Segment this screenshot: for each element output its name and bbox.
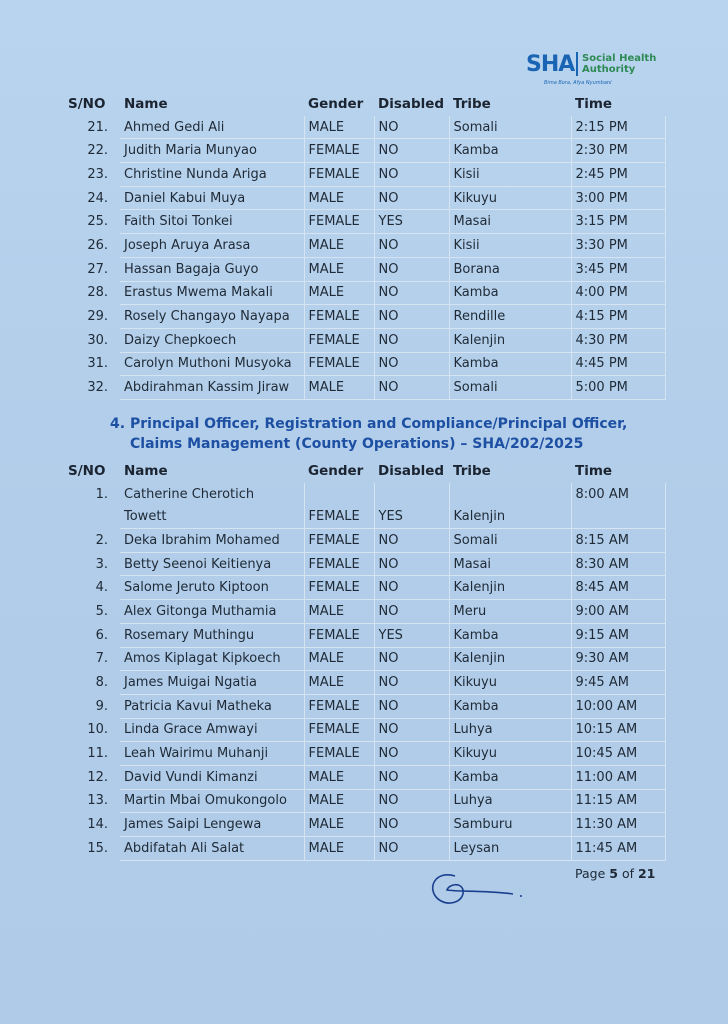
cell-disabled: NO [374, 529, 449, 553]
cell-disabled: YES [374, 505, 449, 528]
cell-time: 11:30 AM [571, 813, 665, 837]
cell-gender: FEMALE [304, 163, 374, 187]
cell-tribe: Samburu [449, 813, 571, 837]
cell-time: 3:30 PM [571, 234, 665, 258]
cell-name: James Saipi Lengewa [120, 813, 304, 837]
table-row [60, 718, 665, 742]
cell-tribe: Kikuyu [449, 186, 571, 210]
cell-time: 4:30 PM [571, 328, 665, 352]
cell-gender: MALE [304, 647, 374, 671]
cell-gender: FEMALE [304, 352, 374, 376]
cell-disabled: NO [374, 718, 449, 742]
cell-tribe: Kamba [449, 281, 571, 305]
cell-time: 3:45 PM [571, 257, 665, 281]
cell-tribe: Kamba [449, 352, 571, 376]
cell-time: 3:15 PM [571, 210, 665, 234]
cell-time: 2:15 PM [571, 116, 665, 139]
section-title: Principal Officer, Registration and Compliance/Principal Officer, Claims Management (County Operations) – SHA/202/2025 [130, 416, 628, 452]
table-row [60, 281, 665, 305]
cell-sno: 12. [87, 769, 108, 785]
cell-gender: FEMALE [304, 576, 374, 600]
cell-disabled: NO [374, 376, 449, 400]
cell-sno [60, 505, 120, 528]
cell-tribe: Kalenjin [449, 505, 571, 528]
table-row [60, 765, 665, 789]
cell-gender: MALE [304, 376, 374, 400]
table-row [60, 186, 665, 210]
logo-text-line2: Authority [582, 64, 636, 75]
cell-gender: FEMALE [304, 623, 374, 647]
cell-time: 10:15 AM [571, 718, 665, 742]
cell-disabled: NO [374, 186, 449, 210]
cell-name: Joseph Aruya Arasa [120, 234, 304, 258]
cell-disabled: NO [374, 600, 449, 624]
cell-disabled: NO [374, 257, 449, 281]
page-prefix: Page [575, 866, 606, 881]
cell-gender: MALE [304, 116, 374, 139]
cell-time: 2:45 PM [571, 163, 665, 187]
col-tribe-header: Tribe [453, 463, 491, 480]
cell-disabled: YES [374, 623, 449, 647]
cell-tribe: Somali [449, 376, 571, 400]
col-name-header: Name [124, 96, 168, 113]
cell-disabled: NO [374, 234, 449, 258]
cell-time: 9:15 AM [571, 623, 665, 647]
cell-gender: FEMALE [304, 139, 374, 163]
cell-sno: 27. [87, 261, 108, 277]
cell-time: 2:30 PM [571, 139, 665, 163]
cell-name: Hassan Bagaja Guyo [120, 257, 304, 281]
cell-tribe: Luhya [449, 718, 571, 742]
table-row [60, 305, 665, 329]
table-2-body-rest [60, 529, 665, 861]
cell-tribe: Kamba [449, 623, 571, 647]
table-1-body [60, 116, 665, 400]
cell-sno: 30. [87, 332, 108, 348]
cell-gender: MALE [304, 234, 374, 258]
cell-sno: 32. [87, 380, 108, 396]
cell-sno: 9. [95, 698, 108, 714]
cell-gender: MALE [304, 257, 374, 281]
table-row [60, 789, 665, 813]
col-gender-header: Gender [308, 96, 364, 113]
table-row [60, 647, 665, 671]
cell-sno: 10. [87, 722, 108, 738]
cell-time: 11:00 AM [571, 765, 665, 789]
cell-gender: FEMALE [304, 210, 374, 234]
cell-disabled: NO [374, 789, 449, 813]
cell-disabled: NO [374, 837, 449, 861]
cell-tribe: Leysan [449, 837, 571, 861]
cell-name: Daizy Chepkoech [120, 328, 304, 352]
cell-sno: 15. [87, 840, 108, 856]
cell-sno: 31. [87, 356, 108, 372]
col-gender-header: Gender [308, 463, 364, 480]
cell-time: 11:15 AM [571, 789, 665, 813]
cell-tribe: Somali [449, 529, 571, 553]
cell-sno: 28. [87, 285, 108, 301]
cell-disabled: NO [374, 163, 449, 187]
cell-sno: 14. [87, 817, 108, 833]
cell-gender: FEMALE [304, 529, 374, 553]
cell-disabled: NO [374, 576, 449, 600]
table-row [60, 694, 665, 718]
cell-time: 11:45 AM [571, 837, 665, 861]
logo-text-line1: Social Health [582, 53, 657, 64]
cell-sno: 25. [87, 214, 108, 230]
cell-gender: FEMALE [304, 328, 374, 352]
cell-disabled: NO [374, 281, 449, 305]
cell-time: 10:45 AM [571, 742, 665, 766]
cell-name: Abdirahman Kassim Jiraw [120, 376, 304, 400]
candidate-table-2 [60, 460, 666, 861]
cell-gender: MALE [304, 281, 374, 305]
table-row [60, 623, 665, 647]
cell-sno: 1. [95, 486, 108, 502]
col-disabled-header: Disabled [378, 96, 445, 113]
cell-gender: MALE [304, 671, 374, 695]
cell-name: Deka Ibrahim Mohamed [120, 529, 304, 553]
logo-divider [576, 52, 578, 76]
cell-tribe [449, 483, 571, 506]
cell-sno: 21. [87, 119, 108, 135]
cell-tribe: Masai [449, 552, 571, 576]
cell-tribe: Kikuyu [449, 742, 571, 766]
cell-name: Betty Seenoi Keitienya [120, 552, 304, 576]
cell-time: 8:45 AM [571, 576, 665, 600]
cell-disabled: NO [374, 765, 449, 789]
table-row [60, 139, 665, 163]
cell-disabled: NO [374, 813, 449, 837]
cell-disabled [374, 483, 449, 506]
col-time-header: Time [575, 463, 613, 480]
cell-tribe: Luhya [449, 789, 571, 813]
cell-sno: 13. [87, 793, 108, 809]
cell-tribe: Kamba [449, 694, 571, 718]
table-row [60, 163, 665, 187]
cell-time [571, 505, 665, 528]
cell-disabled: NO [374, 742, 449, 766]
table-row [60, 234, 665, 258]
cell-sno: 6. [95, 627, 108, 643]
table-row [60, 328, 665, 352]
cell-tribe: Somali [449, 116, 571, 139]
cell-gender: MALE [304, 837, 374, 861]
cell-sno: 29. [87, 309, 108, 325]
page-total: 21 [637, 866, 656, 881]
cell-time: 10:00 AM [571, 694, 665, 718]
cell-name: Ahmed Gedi Ali [120, 116, 304, 139]
cell-time: 8:30 AM [571, 552, 665, 576]
cell-sno: 7. [95, 651, 108, 667]
cell-gender: MALE [304, 765, 374, 789]
cell-time: 3:00 PM [571, 186, 665, 210]
cell-time: 9:00 AM [571, 600, 665, 624]
cell-disabled: NO [374, 139, 449, 163]
cell-disabled: NO [374, 328, 449, 352]
col-tribe-header: Tribe [453, 96, 491, 113]
cell-time: 4:00 PM [571, 281, 665, 305]
cell-name: Judith Maria Munyao [120, 139, 304, 163]
cell-sno: 26. [87, 237, 108, 253]
cell-tribe: Borana [449, 257, 571, 281]
cell-name: David Vundi Kimanzi [120, 765, 304, 789]
cell-name: Catherine Cherotich [120, 483, 304, 506]
table-row [60, 552, 665, 576]
cell-tribe: Kisii [449, 234, 571, 258]
cell-gender: FEMALE [304, 552, 374, 576]
cell-time: 4:15 PM [571, 305, 665, 329]
cell-time: 4:45 PM [571, 352, 665, 376]
cell-sno: 22. [87, 143, 108, 159]
cell-name: Martin Mbai Omukongolo [120, 789, 304, 813]
cell-sno: 3. [95, 556, 108, 572]
cell-sno: 4. [95, 580, 108, 596]
cell-disabled: NO [374, 694, 449, 718]
cell-name: Faith Sitoi Tonkei [120, 210, 304, 234]
cell-name: Alex Gitonga Muthamia [120, 600, 304, 624]
cell-name: Christine Nunda Ariga [120, 163, 304, 187]
table-row-continued [60, 505, 665, 528]
cell-gender: FEMALE [304, 694, 374, 718]
cell-time: 9:30 AM [571, 647, 665, 671]
table-header-row [60, 93, 665, 116]
table-2-body [60, 483, 665, 529]
cell-gender: FEMALE [304, 742, 374, 766]
signature-mark [425, 862, 525, 912]
cell-name: Leah Wairimu Muhanji [120, 742, 304, 766]
cell-disabled: YES [374, 210, 449, 234]
cell-tribe: Rendille [449, 305, 571, 329]
cell-sno: 8. [95, 675, 108, 691]
cell-tribe: Masai [449, 210, 571, 234]
cell-time: 9:45 AM [571, 671, 665, 695]
cell-tribe: Kalenjin [449, 576, 571, 600]
cell-gender: FEMALE [304, 718, 374, 742]
cell-tribe: Kalenjin [449, 647, 571, 671]
cell-gender: MALE [304, 186, 374, 210]
cell-name: Daniel Kabui Muya [120, 186, 304, 210]
table-row [60, 257, 665, 281]
cell-name: Patricia Kavui Matheka [120, 694, 304, 718]
table-row [60, 483, 665, 506]
col-disabled-header: Disabled [378, 463, 445, 480]
cell-gender: MALE [304, 600, 374, 624]
cell-sno: 11. [87, 746, 108, 762]
table-row [60, 671, 665, 695]
cell-time: 5:00 PM [571, 376, 665, 400]
cell-name: Rosely Changayo Nayapa [120, 305, 304, 329]
cell-time: 8:00 AM [571, 483, 665, 506]
col-name-header: Name [124, 463, 168, 480]
table-row [60, 210, 665, 234]
table-row [60, 742, 665, 766]
page-current: 5 [609, 866, 618, 881]
table-row [60, 813, 665, 837]
cell-disabled: NO [374, 552, 449, 576]
cell-time: 8:15 AM [571, 529, 665, 553]
cell-tribe: Kikuyu [449, 671, 571, 695]
page-number [575, 866, 655, 881]
cell-name: Carolyn Muthoni Musyoka [120, 352, 304, 376]
cell-sno: 5. [95, 603, 108, 619]
table-row [60, 600, 665, 624]
cell-gender: MALE [304, 813, 374, 837]
cell-tribe: Kalenjin [449, 328, 571, 352]
cell-name: Rosemary Muthingu [120, 623, 304, 647]
cell-gender: MALE [304, 789, 374, 813]
cell-name: Salome Jeruto Kiptoon [120, 576, 304, 600]
cell-disabled: NO [374, 116, 449, 139]
table-row [60, 352, 665, 376]
table-header-row [60, 460, 665, 483]
col-sno-header: S/NO [68, 96, 106, 113]
sha-logo [526, 46, 676, 92]
cell-tribe: Kamba [449, 139, 571, 163]
cell-tribe: Kamba [449, 765, 571, 789]
cell-sno: 23. [87, 166, 108, 182]
candidate-table-1 [60, 93, 666, 400]
cell-name: Amos Kiplagat Kipkoech [120, 647, 304, 671]
cell-sno: 2. [95, 532, 108, 548]
cell-name: Linda Grace Amwayi [120, 718, 304, 742]
cell-gender: FEMALE [304, 505, 374, 528]
logo-tagline: Bima Bora, Afya Nyumbani [544, 80, 612, 86]
cell-disabled: NO [374, 647, 449, 671]
col-time-header: Time [575, 96, 613, 113]
table-row [60, 837, 665, 861]
table-row [60, 116, 665, 139]
cell-tribe: Kisii [449, 163, 571, 187]
cell-name: Erastus Mwema Makali [120, 281, 304, 305]
cell-name: James Muigai Ngatia [120, 671, 304, 695]
table-row [60, 376, 665, 400]
table-row [60, 576, 665, 600]
cell-name: Abdifatah Ali Salat [120, 837, 304, 861]
cell-gender [304, 483, 374, 506]
cell-sno: 24. [87, 190, 108, 206]
cell-disabled: NO [374, 305, 449, 329]
section-number: 4. [110, 416, 126, 432]
cell-gender: FEMALE [304, 305, 374, 329]
cell-disabled: NO [374, 352, 449, 376]
table-row [60, 529, 665, 553]
col-sno-header: S/NO [68, 463, 106, 480]
sha-logo-mark: SHA [526, 52, 575, 77]
cell-tribe: Meru [449, 600, 571, 624]
cell-disabled: NO [374, 671, 449, 695]
cell-name-line2: Towett [120, 505, 304, 528]
page-of: of [621, 866, 634, 881]
